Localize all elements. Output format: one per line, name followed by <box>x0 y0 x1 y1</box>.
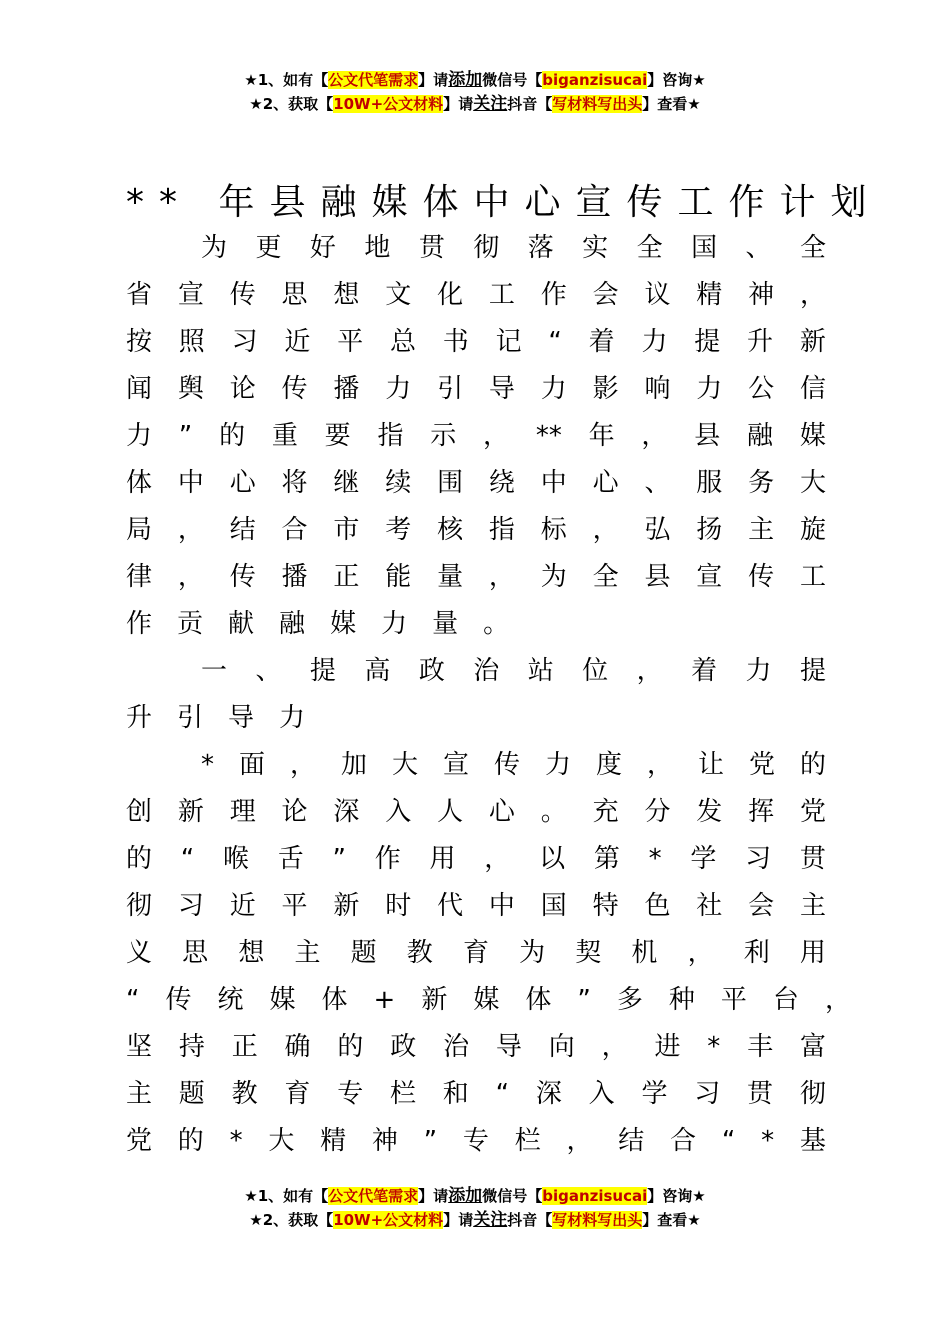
text-line: 体 中 心 将 继 续 围 绕 中 心 、 服 务 大 <box>126 468 826 498</box>
text-line: 坚 持 正 确 的 政 治 导 向 ， 进 * 丰 富 <box>126 1032 826 1062</box>
document-title: ** 年县融媒体中心宣传工作计划 <box>126 182 882 223</box>
text-line: 作 贡 献 融 媒 力 量 。 <box>126 609 510 639</box>
text-line: 力 ” 的 重 要 指 示 ， ** 年 ， 县 融 媒 <box>126 421 826 451</box>
highlight-materials: 10W+公文材料 <box>333 1211 444 1229</box>
text-line: 的 “ 喉 舌 ” 作 用 ， 以 第 * 学 习 贯 <box>126 844 826 874</box>
text-line: “ 传 统 媒 体 + 新 媒 体 ” 多 种 平 台 ， <box>126 985 851 1015</box>
text-line: 局 ， 结 合 市 考 核 指 标 ， 弘 扬 主 旋 <box>126 515 826 545</box>
highlight-wechat-id: biganzisucai <box>542 71 648 89</box>
text-line: 律 ， 传 播 正 能 量 ， 为 全 县 宣 传 工 <box>126 562 826 592</box>
text-line: 一 、 提 高 政 治 站 位 ， 着 力 提 <box>201 656 826 686</box>
highlight-douyin: 写材料写出头 <box>552 1211 643 1229</box>
document-body <box>126 225 851 1165</box>
text-line: 省 宣 传 思 想 文 化 工 作 会 议 精 神 ， <box>126 280 826 310</box>
text-line: 升 引 导 力 <box>126 703 306 733</box>
text-line: 闻 舆 论 传 播 力 引 导 力 影 响 力 公 信 <box>126 374 826 404</box>
notice-line-1: ★1、如有【公文代笔需求】请添加微信号【biganzisucai】咨询★ <box>244 70 706 90</box>
notice-line-2: ★2、获取【10W+公文材料】请关注抖音【写材料写出头】查看★ <box>249 1210 701 1230</box>
text-line: 创 新 理 论 深 入 人 心 。 充 分 发 挥 党 <box>126 797 826 827</box>
highlight-service: 公文代笔需求 <box>328 1187 419 1205</box>
header-notice <box>0 68 950 116</box>
text-line: 党 的 * 大 精 神 ” 专 栏 ， 结 合 “ * 基 <box>126 1126 826 1156</box>
highlight-douyin: 写材料写出头 <box>552 95 643 113</box>
highlight-materials: 10W+公文材料 <box>333 95 444 113</box>
notice-line-1: ★1、如有【公文代笔需求】请添加微信号【biganzisucai】咨询★ <box>244 1186 706 1206</box>
text-line: 为 更 好 地 贯 彻 落 实 全 国 、 全 <box>201 233 826 263</box>
text-line: * 面 ， 加 大 宣 传 力 度 ， 让 党 的 <box>201 750 826 780</box>
footer-notice <box>0 1184 950 1232</box>
text-line: 义 思 想 主 题 教 育 为 契 机 ， 利 用 <box>126 938 826 968</box>
text-line: 按 照 习 近 平 总 书 记 “ 着 力 提 升 新 <box>126 327 826 357</box>
notice-line-2: ★2、获取【10W+公文材料】请关注抖音【写材料写出头】查看★ <box>249 94 701 114</box>
text-line: 主 题 教 育 专 栏 和 “ 深 入 学 习 贯 彻 <box>126 1079 826 1109</box>
highlight-wechat-id: biganzisucai <box>542 1187 648 1205</box>
text-line: 彻 习 近 平 新 时 代 中 国 特 色 社 会 主 <box>126 891 826 921</box>
highlight-service: 公文代笔需求 <box>328 71 419 89</box>
